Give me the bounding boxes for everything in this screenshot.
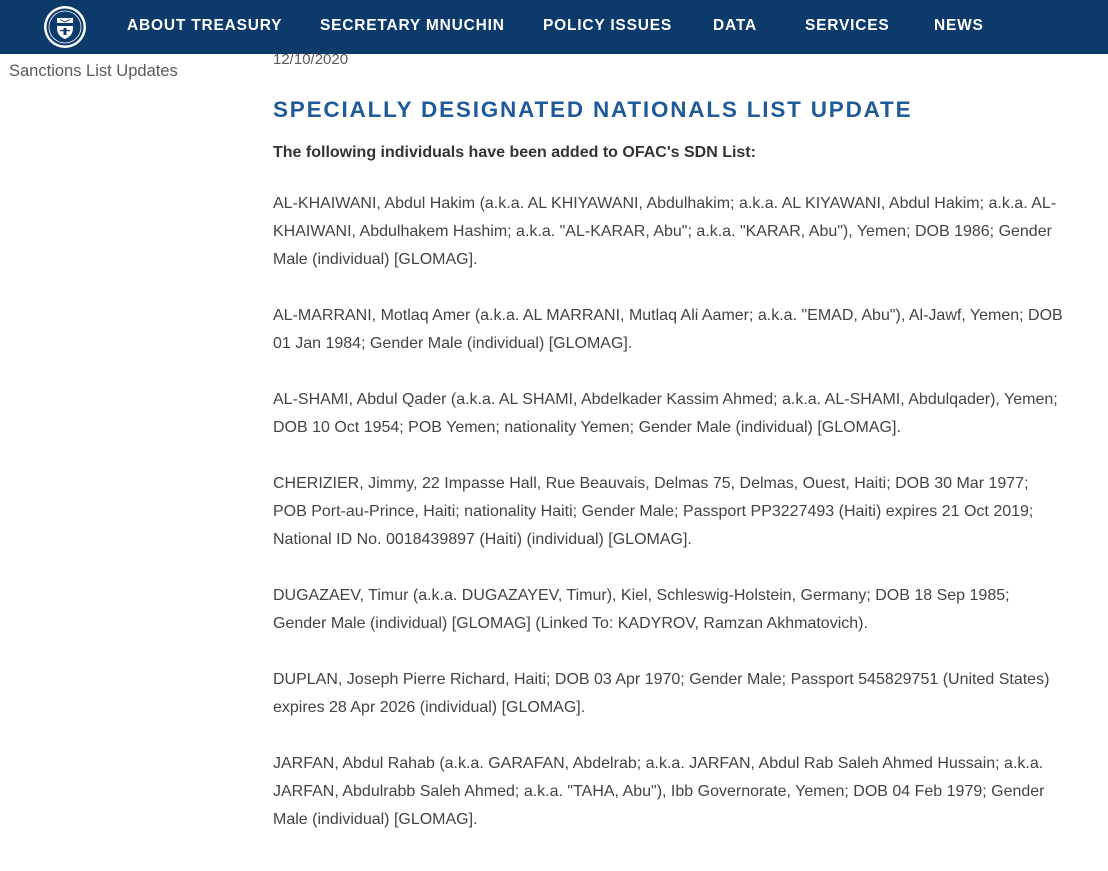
sdn-entry: JARFAN, Abdul Rahab (a.k.a. GARAFAN, Abdelrab; a.k.a. JARFAN, Abdul Rab Saleh Ahmed Hussain; a.k.a. JARFAN, Abdulrabb Saleh Ahmed; a.k.a. "TAHA, Abu"), Ibb Governorate, Yemen; DOB 04 Feb 1979; Gender Male (individual) [GLOMAG]. — [273, 755, 1045, 828]
sdn-entry: AL-KHAIWANI, Abdul Hakim (a.k.a. AL KHIYAWANI, Abdulhakim; a.k.a. AL KIYAWANI, Abdul Hakim; a.k.a. AL-KHAIWANI, Abdulhakem Hashim; a.k.a. "AL-KARAR, Abu"; a.k.a. "KARAR, Abu"), Yemen; DOB 1986; Gender Male (individual) [GLOMAG]. — [273, 195, 1057, 268]
page-title: SPECIALLY DESIGNATED NATIONALS LIST UPDATE — [273, 97, 913, 122]
publish-date: 12/10/2020 — [273, 51, 349, 68]
main-nav — [0, 0, 1108, 54]
sdn-entry: AL-MARRANI, Motlaq Amer (a.k.a. AL MARRANI, Mutlaq Ali Aamer; a.k.a. "EMAD, Abu"), Al-Jawf, Yemen; DOB 01 Jan 1984; Gender Male (individual) [GLOMAG]. — [273, 307, 1063, 352]
sdn-entry: AL-SHAMI, Abdul Qader (a.k.a. AL SHAMI, Abdelkader Kassim Ahmed; a.k.a. AL-SHAMI, Abdulqader), Yemen; DOB 10 Oct 1954; POB Yemen; nationality Yemen; Gender Male (individual) [GLOMAG]. — [273, 391, 1058, 436]
sdn-entry: CHERIZIER, Jimmy, 22 Impasse Hall, Rue Beauvais, Delmas 75, Delmas, Ouest, Haiti; DOB 30 Mar 1977; POB Port-au-Prince, Haiti; nationality Haiti; Gender Male; Passport PP3227493 (Haiti) expires 21 Oct 2019; National ID No. 0018439897 (Haiti) (individual) [GLOMAG]. — [273, 475, 1034, 548]
main-content — [273, 50, 1063, 862]
sdn-entry: DUPLAN, Joseph Pierre Richard, Haiti; DOB 03 Apr 1970; Gender Male; Passport 545829751 (United States) expires 28 Apr 2026 (individual) [GLOMAG]. — [273, 671, 1050, 716]
sidebar-link-sanctions-list-updates[interactable]: Sanctions List Updates — [9, 62, 178, 80]
nav-item-services[interactable]: SERVICES — [805, 17, 890, 34]
nav-item-news[interactable]: NEWS — [934, 17, 984, 34]
top-navigation-bar — [0, 0, 1108, 54]
sdn-entries-list — [273, 190, 1063, 834]
nav-item-about-treasury[interactable]: ABOUT TREASURY — [127, 17, 283, 34]
nav-item-secretary-mnuchin[interactable]: SECRETARY MNUCHIN — [320, 17, 505, 34]
intro-text: The following individuals have been added to OFAC's SDN List: — [273, 144, 756, 161]
nav-item-data[interactable]: DATA — [713, 17, 757, 34]
sdn-entry: DUGAZAEV, Timur (a.k.a. DUGAZAYEV, Timur), Kiel, Schleswig-Holstein, Germany; DOB 18 Sep 1985; Gender Male (individual) [GLOMAG] (Linked To: KADYROV, Ramzan Akhmatovich). — [273, 587, 1010, 632]
nav-item-policy-issues[interactable]: POLICY ISSUES — [543, 17, 672, 34]
